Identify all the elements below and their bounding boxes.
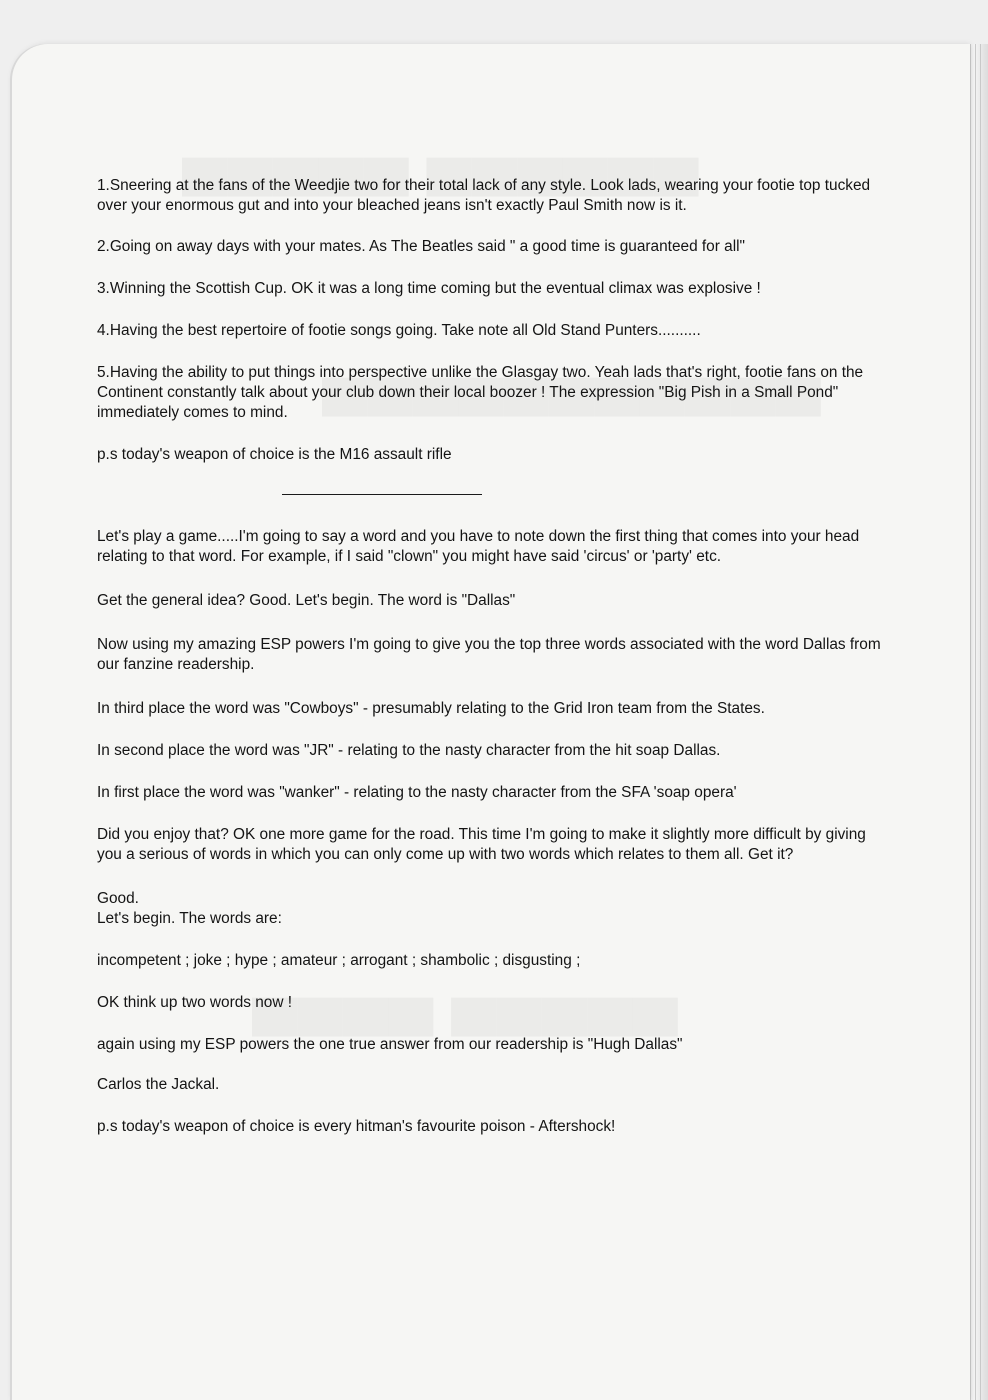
paragraph-7: Let's play a game.....I'm going to say a word and you have to note down the first thing that comes into your head relating to that word. For example, if I said "clown" you might have said 'circus' or 'party' etc. bbox=[97, 528, 860, 565]
paragraph-9: Now using my amazing ESP powers I'm going to give you the top three words associated with the word Dallas from our fanzine readership. bbox=[97, 636, 881, 673]
paragraph-1: 1.Sneering at the fans of the Weedjie two for their total lack of any style. Look lads, wearing your footie top tucked over your enormous gut and into your bleached jeans isn't exactly Paul Smith now is it. bbox=[97, 177, 871, 214]
paragraph-3: 3.Winning the Scottish Cup. OK it was a long time coming but the eventual climax was explosive ! bbox=[97, 280, 761, 297]
article-text bbox=[97, 176, 887, 1137]
paragraph-12: In first place the word was "wanker" - relating to the nasty character from the SFA 'soap opera' bbox=[97, 784, 737, 801]
paragraph-8: Get the general idea? Good. Let's begin. The word is "Dallas" bbox=[97, 592, 516, 609]
paragraph-11: In second place the word was "JR" - relating to the nasty character from the hit soap Dallas. bbox=[97, 742, 721, 759]
paragraph-13: Did you enjoy that? OK one more game for the road. This time I'm going to make it slightly more difficult by giving you a serious of words in which you can only come up with two words which relates to them all. Get it? bbox=[97, 826, 866, 863]
paragraph-10: In third place the word was "Cowboys" - presumably relating to the Grid Iron team from the States. bbox=[97, 700, 765, 717]
paragraph-17: again using my ESP powers the one true answer from our readership is "Hugh Dallas" bbox=[97, 1036, 683, 1053]
paragraph-19: p.s today's weapon of choice is every hitman's favourite poison - Aftershock! bbox=[97, 1118, 616, 1135]
paragraph-6: p.s today's weapon of choice is the M16 assault rifle bbox=[97, 446, 452, 463]
section-divider bbox=[282, 494, 482, 495]
signature-line: Carlos the Jackal. bbox=[97, 1076, 220, 1093]
paragraph-5: 5.Having the ability to put things into perspective unlike the Glasgay two. Yeah lads that's right, footie fans on the Continent constantly talk about your club down their local boozer ! The expression "Big Pish in a Small Pond" immediately comes to mind. bbox=[97, 364, 864, 421]
paragraph-4: 4.Having the best repertoire of footie songs going. Take note all Old Stand Punters.......... bbox=[97, 322, 701, 339]
paragraph-2: 2.Going on away days with your mates. As The Beatles said " a good time is guaranteed for all" bbox=[97, 238, 745, 255]
paragraph-14: Good. Let's begin. The words are: bbox=[97, 890, 282, 927]
paragraph-16: OK think up two words now ! bbox=[97, 994, 293, 1011]
paragraph-15: incompetent ; joke ; hype ; amateur ; arrogant ; shambolic ; disgusting ; bbox=[97, 952, 581, 969]
